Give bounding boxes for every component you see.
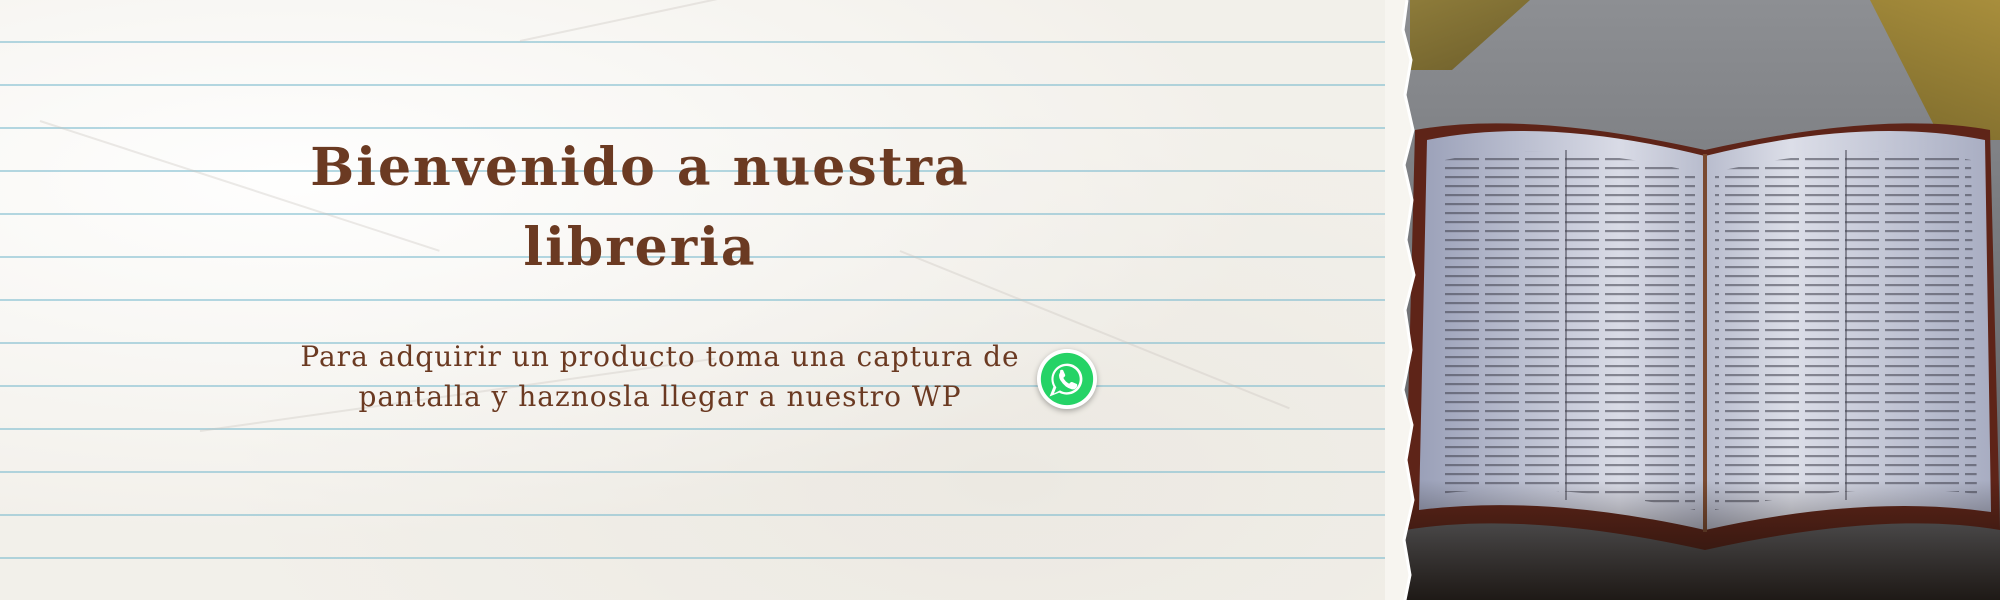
photo-shadow	[1395, 480, 2000, 600]
purchase-instructions: Para adquirir un producto toma una captura de pantalla y haznosla llegar a nuestro WP	[300, 340, 1020, 413]
welcome-heading: Bienvenido a nuestra libreria	[310, 137, 970, 278]
torn-paper-edge	[1385, 0, 1425, 600]
whatsapp-icon[interactable]	[1036, 348, 1098, 410]
paper-crease	[520, 0, 892, 42]
